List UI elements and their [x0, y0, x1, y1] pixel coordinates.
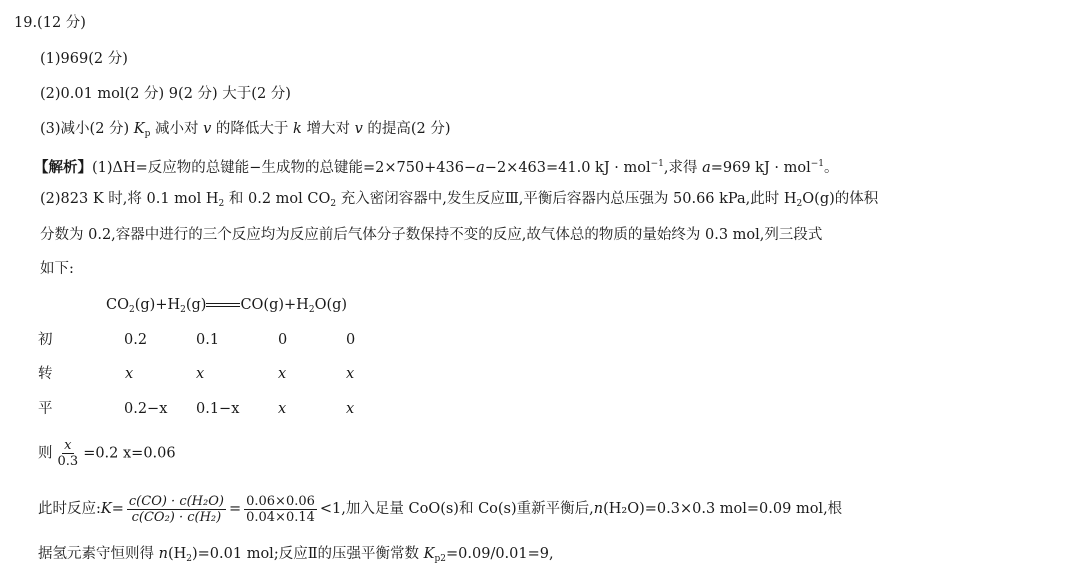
var-a-2: a — [702, 160, 711, 176]
kp2-symbol: K — [423, 546, 435, 562]
k-value-fraction — [244, 494, 317, 525]
table-cell: x — [278, 401, 287, 417]
eq-sub-1: 2 — [128, 305, 135, 315]
analysis-p1-c: ,求得 — [663, 160, 703, 176]
n-symbol: n — [593, 501, 604, 517]
analysis-p1-b: −2×463=41.0 kJ · mol — [484, 160, 651, 176]
eq-rhs-2: O(g) — [314, 297, 348, 313]
row-label-equilibrium: 平 — [38, 401, 53, 417]
table-cell: x — [125, 366, 134, 382]
row-label-initial: 初 — [38, 332, 53, 348]
answer-3-mid3: 增大对 — [301, 121, 355, 137]
equilibrium-arrow-icon — [206, 300, 240, 310]
answer-3-end: 的提高(2 分) — [362, 121, 451, 137]
answer-3-pre: (3)减小(2 分) — [40, 121, 134, 137]
sub-co2: 2 — [330, 199, 337, 209]
k-formula-numerator: c(CO) · c(H₂O) — [128, 493, 224, 509]
final-d: =0.09/0.01=9, — [446, 546, 554, 562]
eq-h: (g)+H — [134, 297, 181, 313]
final-sub: 2 — [186, 554, 192, 564]
analysis-p2-a: (2)823 K 时,将 0.1 mol H — [40, 191, 219, 207]
analysis-line-1 — [34, 154, 839, 178]
k-formula-denominator: c(CO₂) · c(H₂) — [131, 509, 222, 525]
kp2-subscript: p2 — [434, 554, 447, 564]
table-cell: 0.2−x — [124, 401, 168, 417]
v-symbol: v — [203, 121, 212, 137]
eq-sub-3: 2 — [308, 305, 315, 315]
answer-3-mid2: 的降低大于 — [211, 121, 294, 137]
k-symbol-main: K — [100, 501, 112, 517]
then-post: =0.2 x=0.06 — [83, 445, 176, 462]
answer-3-mid1: 减小对 — [150, 121, 204, 137]
analysis-line-3: 分数为 0.2,容器中进行的三个反应均为反应前后气体分子数保持不变的反应,故气体总的物质的量始终为 0.3 mol,列三段式 — [40, 227, 823, 243]
table-cell: 0.1 — [196, 332, 220, 348]
table-cell: 0.2 — [124, 332, 148, 348]
eq-co: CO — [106, 297, 129, 313]
analysis-p1-d: =969 kJ · mol — [710, 160, 811, 176]
table-cell: 0 — [346, 332, 356, 348]
reaction-equation — [106, 295, 347, 320]
table-cell: 0.1−x — [196, 401, 240, 417]
kp-subscript: p — [144, 129, 151, 139]
k-line-pre: 此时反应: — [38, 501, 101, 517]
fraction-numerator: x — [64, 438, 72, 453]
exponent-1: −1 — [650, 159, 664, 169]
table-cell: x — [196, 366, 205, 382]
sub-h2: 2 — [218, 199, 225, 209]
then-pre: 则 — [38, 445, 53, 462]
k-eq: = — [111, 501, 124, 517]
table-cell: x — [346, 366, 355, 382]
analysis-p1-a: (1)ΔH=反应物的总键能−生成物的总键能=2×750+436− — [92, 160, 477, 176]
final-b: (H — [167, 546, 187, 562]
analysis-line-4: 如下: — [40, 261, 74, 277]
analysis-p2-d: O(g)的体积 — [802, 191, 879, 207]
table-cell: x — [346, 401, 355, 417]
answer-3 — [40, 119, 451, 144]
final-c: )=0.01 mol;反应Ⅱ的压强平衡常数 — [192, 546, 424, 562]
eq-rhs: CO(g)+H — [240, 297, 309, 313]
k-formula-fraction — [127, 494, 226, 525]
analysis-tag: 【解析】 — [34, 159, 92, 176]
k-eq-2: = — [228, 501, 242, 517]
eq-sub-2: 2 — [180, 305, 186, 315]
exponent-2: −1 — [810, 159, 825, 169]
eq-g: (g) — [185, 297, 207, 313]
k-value-denominator: 0.04×0.14 — [246, 509, 315, 525]
var-a: a — [476, 160, 485, 176]
answer-1: (1)969(2 分) — [40, 51, 128, 67]
analysis-p2-b: 和 0.2 mol CO — [224, 191, 331, 207]
n-symbol-2: n — [158, 546, 168, 562]
table-cell: x — [278, 366, 287, 382]
table-cell: 0 — [278, 332, 288, 348]
k-value-numerator: 0.06×0.06 — [246, 493, 315, 509]
k-line-post: <1,加入足量 CoO(s)和 Co(s)重新平衡后, — [319, 501, 594, 517]
kp-symbol: K — [133, 121, 145, 137]
fraction-denominator: 0.3 — [57, 454, 79, 469]
answer-2: (2)0.01 mol(2 分) 9(2 分) 大于(2 分) — [40, 86, 291, 102]
final-line — [38, 544, 554, 569]
solve-x-line — [38, 438, 176, 469]
analysis-line-2 — [40, 189, 878, 214]
k-symbol: k — [293, 121, 302, 137]
x-over-fraction — [56, 438, 81, 469]
row-label-change: 转 — [38, 366, 53, 382]
analysis-p1-e: 。 — [824, 160, 839, 176]
sub-h2o: 2 — [796, 199, 803, 209]
final-a: 据氢元素守恒则得 — [38, 546, 159, 562]
question-header: 19.(12 分) — [14, 15, 86, 31]
v-symbol-2: v — [354, 121, 363, 137]
analysis-p2-c: 充入密闭容器中,发生反应Ⅲ,平衡后容器内总压强为 50.66 kPa,此时 H — [336, 191, 797, 207]
k-expression-line — [38, 492, 842, 526]
k-line-post-2: (H₂O)=0.3×0.3 mol=0.09 mol,根 — [603, 501, 843, 517]
